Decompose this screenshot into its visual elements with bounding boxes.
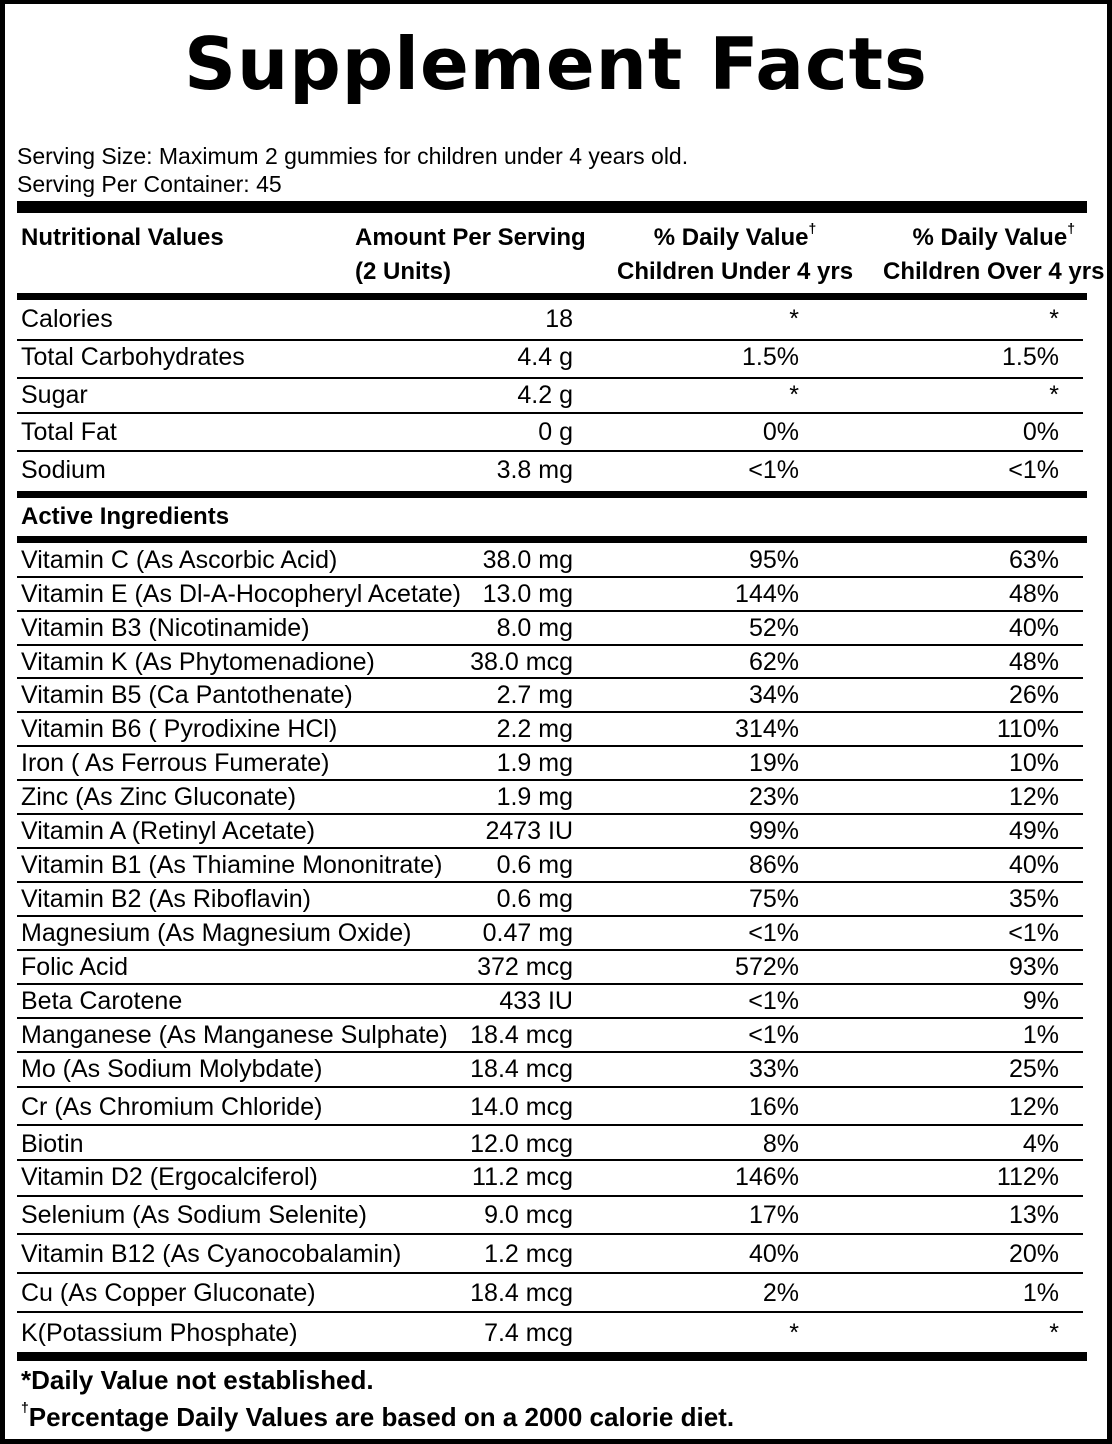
nutrient-name: K(Potassium Phosphate) <box>21 1319 298 1347</box>
nutrient-name: Vitamin B1 (As Thiamine Mononitrate) <box>21 851 443 879</box>
dv-under-4: 34% <box>748 681 799 709</box>
dv-over-4: 48% <box>1008 648 1059 676</box>
amount-per-serving: 0.6 mg <box>496 885 573 913</box>
dv-under-4: 2% <box>762 1279 799 1307</box>
row-divider <box>17 813 1083 815</box>
dv-under-4: 86% <box>748 851 799 879</box>
serving-size: Serving Size: Maximum 2 gummies for children under 4 years old. <box>17 143 689 169</box>
dv-under-4: 16% <box>748 1093 799 1121</box>
thick-divider-header <box>17 293 1087 300</box>
amount-per-serving: 18 <box>545 305 573 333</box>
row-divider <box>17 1233 1083 1235</box>
row-divider <box>17 1311 1083 1313</box>
header-dv-under-4: % Daily Value† Children Under 4 yrs <box>617 220 854 285</box>
row-divider <box>17 1195 1083 1197</box>
header-amount: Amount Per Serving (2 Units) <box>355 224 586 285</box>
row-divider <box>17 915 1083 917</box>
dv-over-4: 4% <box>1022 1130 1059 1158</box>
row-divider <box>17 377 1083 379</box>
dv-under-4: 95% <box>748 546 799 574</box>
row-divider <box>17 644 1083 646</box>
nutrient-name: Vitamin B5 (Ca Pantothenate) <box>21 681 353 709</box>
nutrient-name: Cu (As Copper Gluconate) <box>21 1279 316 1307</box>
nutrient-name: Vitamin A (Retinyl Acetate) <box>21 817 316 845</box>
dv-under-4: 144% <box>735 580 799 608</box>
dv-under-4: 33% <box>748 1055 799 1083</box>
dv-over-4: 12% <box>1008 1093 1059 1121</box>
row-divider <box>17 1086 1083 1088</box>
dv-under-4: * <box>789 381 799 409</box>
dv-over-4: 1.5% <box>1002 343 1059 371</box>
amount-per-serving: 0.47 mg <box>482 919 573 947</box>
dv-over-4: 0% <box>1022 418 1059 446</box>
dv-under-4: 146% <box>735 1163 799 1191</box>
footnote-percent-basis: †Percentage Daily Values are based on a 2000 calorie diet. <box>21 1399 735 1432</box>
row-divider <box>17 450 1083 452</box>
dv-over-4: 112% <box>996 1163 1059 1191</box>
amount-per-serving: 14.0 mcg <box>470 1093 573 1121</box>
row-divider <box>17 677 1083 679</box>
dv-over-4: <1% <box>1008 919 1059 947</box>
amount-per-serving: 433 IU <box>499 987 573 1015</box>
dv-under-4: 19% <box>748 749 799 777</box>
thick-divider-active <box>17 536 1087 543</box>
nutrient-name: Vitamin C (As Ascorbic Acid) <box>21 546 338 574</box>
dv-under-4: 62% <box>748 648 799 676</box>
nutrient-name: Folic Acid <box>21 953 128 981</box>
nutrient-name: Selenium (As Sodium Selenite) <box>21 1201 367 1229</box>
amount-per-serving: 1.9 mg <box>496 783 573 811</box>
dv-under-4: 1.5% <box>742 343 799 371</box>
amount-per-serving: 18.4 mcg <box>470 1055 573 1083</box>
amount-per-serving: 18.4 mcg <box>470 1279 573 1307</box>
nutrient-name: Vitamin B6 ( Pyrodixine HCl) <box>21 715 338 743</box>
row-divider <box>17 339 1083 341</box>
dv-under-4: 40% <box>748 1240 799 1268</box>
row-divider <box>17 847 1083 849</box>
nutrient-name: Vitamin B3 (Nicotinamide) <box>21 614 310 642</box>
amount-per-serving: 13.0 mg <box>482 580 573 608</box>
dv-under-4: 52% <box>748 614 799 642</box>
nutrient-name: Vitamin B12 (As Cyanocobalamin) <box>21 1240 402 1268</box>
row-divider <box>17 881 1083 883</box>
thick-divider-bottom <box>17 1352 1087 1361</box>
dagger-mark: † <box>21 1399 29 1415</box>
dv-over-4: 49% <box>1008 817 1059 845</box>
row-divider <box>17 576 1083 578</box>
nutrient-name: Vitamin K (As Phytomenadione) <box>21 648 375 676</box>
dv-over-4: 35% <box>1008 885 1059 913</box>
label-title: Supplement Facts <box>184 22 928 106</box>
thick-divider-top <box>17 201 1087 213</box>
amount-per-serving: 18.4 mcg <box>470 1021 573 1049</box>
dv-over-4: 40% <box>1008 851 1059 879</box>
footnote-not-established: *Daily Value not established. <box>21 1365 374 1395</box>
dv-over-4: 1% <box>1022 1021 1059 1049</box>
amount-per-serving: 3.8 mg <box>496 456 573 484</box>
section-active-ingredients: Active Ingredients <box>21 503 230 530</box>
dv-under-4: <1% <box>748 987 799 1015</box>
dv-over-4: * <box>1049 305 1059 333</box>
amount-per-serving: 7.4 mcg <box>484 1319 573 1347</box>
header-dv-over-4: % Daily Value† Children Over 4 yrs <box>883 220 1105 285</box>
dv-over-4: 48% <box>1008 580 1059 608</box>
nutrient-name: Vitamin D2 (Ergocalciferol) <box>21 1163 318 1191</box>
nutrient-name: Iron ( As Ferrous Fumerate) <box>21 749 330 777</box>
row-divider <box>17 1124 1083 1126</box>
row-divider <box>17 1051 1083 1053</box>
row-divider <box>17 711 1083 713</box>
row-divider <box>17 1017 1083 1019</box>
dv-under-4: 572% <box>735 953 799 981</box>
dv-over-4: 20% <box>1008 1240 1059 1268</box>
nutrient-name: Beta Carotene <box>21 987 183 1015</box>
amount-per-serving: 4.4 g <box>517 343 573 371</box>
amount-per-serving: 9.0 mcg <box>484 1201 573 1229</box>
nutrient-name: Total Carbohydrates <box>21 343 245 371</box>
dv-over-4: 1% <box>1022 1279 1059 1307</box>
dv-over-4: * <box>1049 1319 1059 1347</box>
row-divider <box>17 610 1083 612</box>
nutrient-name: Magnesium (As Magnesium Oxide) <box>21 919 412 947</box>
amount-per-serving: 2.7 mg <box>496 681 573 709</box>
nutrient-name: Vitamin E (As Dl-A-Hocopheryl Acetate) <box>21 580 461 608</box>
amount-per-serving: 38.0 mcg <box>470 648 573 676</box>
dv-over-4: <1% <box>1008 456 1059 484</box>
dv-under-4: <1% <box>748 919 799 947</box>
amount-per-serving: 2.2 mg <box>496 715 573 743</box>
dv-under-4: 75% <box>748 885 799 913</box>
dagger-mark: † <box>1067 220 1075 236</box>
dv-under-4: * <box>789 1319 799 1347</box>
row-divider <box>17 1272 1083 1274</box>
dv-over-4: 110% <box>996 715 1059 743</box>
row-divider <box>17 949 1083 951</box>
dv-under-4: * <box>789 305 799 333</box>
amount-per-serving: 11.2 mcg <box>472 1163 573 1191</box>
dv-under-4: 0% <box>762 418 799 446</box>
nutrient-name: Mo (As Sodium Molybdate) <box>21 1055 323 1083</box>
dv-under-4: 99% <box>748 817 799 845</box>
nutrient-name: Sugar <box>21 381 88 409</box>
amount-per-serving: 38.0 mg <box>482 546 573 574</box>
thick-divider-nutrition <box>17 491 1087 498</box>
nutrient-name: Manganese (As Manganese Sulphate) <box>21 1021 448 1049</box>
nutrient-name: Biotin <box>21 1130 84 1158</box>
dv-under-4: <1% <box>748 1021 799 1049</box>
row-divider <box>17 1159 1083 1161</box>
amount-per-serving: 2473 IU <box>485 817 573 845</box>
amount-per-serving: 12.0 mcg <box>470 1130 573 1158</box>
dv-over-4: 40% <box>1008 614 1059 642</box>
nutrient-name: Vitamin B2 (As Riboflavin) <box>21 885 311 913</box>
nutrient-name: Total Fat <box>21 418 117 446</box>
nutrient-name: Sodium <box>21 456 106 484</box>
dv-over-4: 13% <box>1008 1201 1059 1229</box>
dv-under-4: 23% <box>748 783 799 811</box>
amount-per-serving: 1.9 mg <box>496 749 573 777</box>
row-divider <box>17 983 1083 985</box>
dagger-mark: † <box>808 220 817 236</box>
row-divider <box>17 412 1083 414</box>
nutrient-name: Cr (As Chromium Chloride) <box>21 1093 323 1121</box>
row-divider <box>17 745 1083 747</box>
amount-per-serving: 372 mcg <box>477 953 573 981</box>
amount-per-serving: 0.6 mg <box>496 851 573 879</box>
dv-over-4: * <box>1049 381 1059 409</box>
dv-under-4: 314% <box>735 715 799 743</box>
amount-per-serving: 1.2 mcg <box>484 1240 573 1268</box>
nutrient-name: Calories <box>21 305 113 333</box>
dv-under-4: <1% <box>748 456 799 484</box>
amount-per-serving: 0 g <box>538 418 573 446</box>
dv-over-4: 12% <box>1008 783 1059 811</box>
nutrient-name: Zinc (As Zinc Gluconate) <box>21 783 297 811</box>
servings-per-container: Serving Per Container: 45 <box>17 171 282 197</box>
dv-over-4: 93% <box>1008 953 1059 981</box>
dv-over-4: 25% <box>1008 1055 1059 1083</box>
amount-per-serving: 8.0 mg <box>496 614 573 642</box>
row-divider <box>17 779 1083 781</box>
header-nutrient: Nutritional Values <box>21 224 224 251</box>
amount-per-serving: 4.2 g <box>517 381 573 409</box>
dv-over-4: 10% <box>1008 749 1059 777</box>
dv-over-4: 63% <box>1008 546 1059 574</box>
dv-under-4: 17% <box>748 1201 799 1229</box>
dv-over-4: 26% <box>1008 681 1059 709</box>
dv-over-4: 9% <box>1022 987 1059 1015</box>
dv-under-4: 8% <box>762 1130 799 1158</box>
